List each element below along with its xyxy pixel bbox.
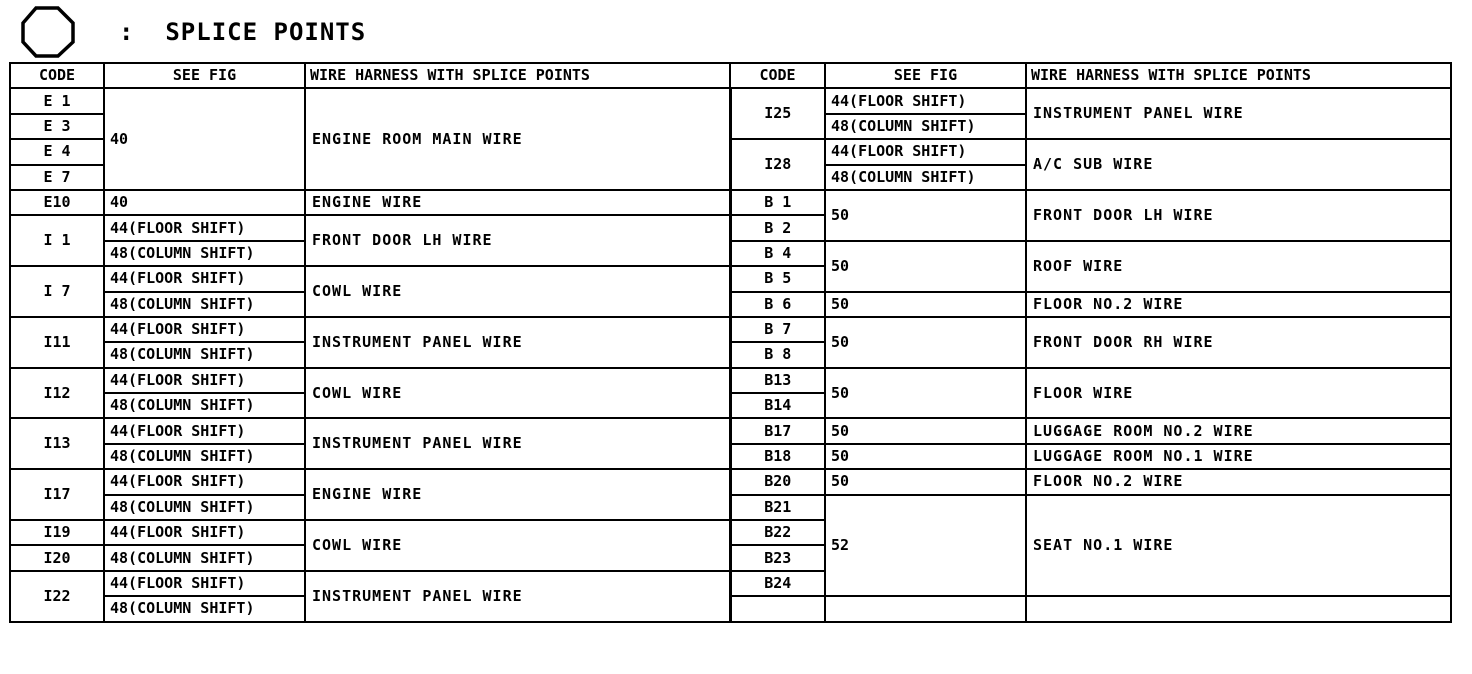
wire-cell: A/C SUB WIRE [1026,139,1451,190]
wire-cell: ENGINE ROOM MAIN WIRE [305,88,730,190]
fig-cell: 50 [825,444,1026,469]
fig-cell: 48(COLUMN SHIFT) [104,292,305,317]
code-cell: B22 [730,520,825,545]
table-row [10,368,1451,393]
wire-cell: COWL WIRE [305,368,730,419]
header-wire-harness: WIRE HARNESS WITH SPLICE POINTS [1026,63,1451,88]
wire-cell: ROOF WIRE [1026,241,1451,292]
fig-cell: 44(FLOOR SHIFT) [825,88,1026,113]
fig-cell: 44(FLOOR SHIFT) [104,266,305,291]
fig-cell: 50 [825,317,1026,368]
splice-points-table [9,62,1452,623]
wire-cell: INSTRUMENT PANEL WIRE [305,571,730,622]
wire-cell: LUGGAGE ROOM NO.2 WIRE [1026,418,1451,443]
fig-cell: 48(COLUMN SHIFT) [104,393,305,418]
wire-cell: SEAT NO.1 WIRE [1026,495,1451,597]
fig-cell: 48(COLUMN SHIFT) [104,444,305,469]
table-row [10,241,1451,266]
fig-cell: 44(FLOOR SHIFT) [825,139,1026,164]
code-cell: I13 [10,418,104,469]
fig-cell: 48(COLUMN SHIFT) [104,342,305,367]
code-cell: I19 [10,520,104,545]
fig-cell: 40 [104,88,305,190]
fig-cell: 44(FLOOR SHIFT) [104,368,305,393]
fig-cell: 44(FLOOR SHIFT) [104,215,305,240]
code-cell: I28 [730,139,825,190]
table-row [10,596,1451,621]
table-row [10,418,1451,443]
table-row [10,292,1451,317]
wire-cell: INSTRUMENT PANEL WIRE [305,317,730,368]
empty-wire-cell [1026,596,1451,621]
table-row [10,317,1451,342]
fig-cell: 48(COLUMN SHIFT) [825,165,1026,190]
code-cell: B 6 [730,292,825,317]
fig-cell: 48(COLUMN SHIFT) [104,495,305,520]
fig-cell: 44(FLOOR SHIFT) [104,520,305,545]
empty-fig-cell [825,596,1026,621]
code-cell: B 1 [730,190,825,215]
wire-cell: COWL WIRE [305,520,730,571]
code-cell: B 2 [730,215,825,240]
fig-cell: 48(COLUMN SHIFT) [825,114,1026,139]
header-code: CODE [730,63,825,88]
code-cell: B24 [730,571,825,596]
fig-cell: 50 [825,418,1026,443]
header-wire-harness: WIRE HARNESS WITH SPLICE POINTS [305,63,730,88]
code-cell: E 7 [10,165,104,190]
code-cell: B 8 [730,342,825,367]
fig-cell: 50 [825,368,1026,419]
fig-cell: 52 [825,495,1026,597]
code-cell: B17 [730,418,825,443]
code-cell: B14 [730,393,825,418]
fig-cell: 44(FLOOR SHIFT) [104,571,305,596]
code-cell: I25 [730,88,825,139]
code-cell: E 3 [10,114,104,139]
code-cell: I22 [10,571,104,622]
empty-code-cell [730,596,825,621]
code-cell: B23 [730,545,825,570]
wire-cell: ENGINE WIRE [305,469,730,520]
table-row [10,88,1451,113]
table-row [10,495,1451,520]
wire-cell: FRONT DOOR LH WIRE [1026,190,1451,241]
code-cell: I 1 [10,215,104,266]
wire-cell: ENGINE WIRE [305,190,730,215]
header-see-fig: SEE FIG [104,63,305,88]
code-cell: I12 [10,368,104,419]
code-cell: B 4 [730,241,825,266]
code-cell: E10 [10,190,104,215]
code-cell: E 4 [10,139,104,164]
wire-cell: FLOOR NO.2 WIRE [1026,469,1451,494]
fig-cell: 48(COLUMN SHIFT) [104,596,305,621]
fig-cell: 50 [825,292,1026,317]
fig-cell: 44(FLOOR SHIFT) [104,469,305,494]
code-cell: I17 [10,469,104,520]
table-row [10,444,1451,469]
table-row [10,190,1451,215]
fig-cell: 48(COLUMN SHIFT) [104,241,305,266]
header-see-fig: SEE FIG [825,63,1026,88]
wire-cell: FRONT DOOR RH WIRE [1026,317,1451,368]
title-text: SPLICE POINTS [165,18,367,46]
code-cell: B13 [730,368,825,393]
fig-cell: 50 [825,190,1026,241]
fig-cell: 48(COLUMN SHIFT) [104,545,305,570]
wire-cell: COWL WIRE [305,266,730,317]
fig-cell: 50 [825,241,1026,292]
code-cell: B20 [730,469,825,494]
wire-cell: FLOOR WIRE [1026,368,1451,419]
wire-cell: LUGGAGE ROOM NO.1 WIRE [1026,444,1451,469]
wire-cell: FLOOR NO.2 WIRE [1026,292,1451,317]
code-cell: B 5 [730,266,825,291]
table-row [10,469,1451,494]
table-header-row [10,63,1451,88]
header-code: CODE [10,63,104,88]
code-cell: I 7 [10,266,104,317]
octagon-icon [21,6,77,58]
wire-cell: INSTRUMENT PANEL WIRE [305,418,730,469]
code-cell: B 7 [730,317,825,342]
fig-cell: 50 [825,469,1026,494]
code-cell: B21 [730,495,825,520]
code-cell: I20 [10,545,104,570]
code-cell: I11 [10,317,104,368]
code-cell: E 1 [10,88,104,113]
wire-cell: INSTRUMENT PANEL WIRE [1026,88,1451,139]
wire-cell: FRONT DOOR LH WIRE [305,215,730,266]
code-cell: B18 [730,444,825,469]
fig-cell: 40 [104,190,305,215]
page-header [21,6,621,56]
title-separator: : [119,18,135,46]
fig-cell: 44(FLOOR SHIFT) [104,317,305,342]
fig-cell: 44(FLOOR SHIFT) [104,418,305,443]
page-title [119,18,366,46]
